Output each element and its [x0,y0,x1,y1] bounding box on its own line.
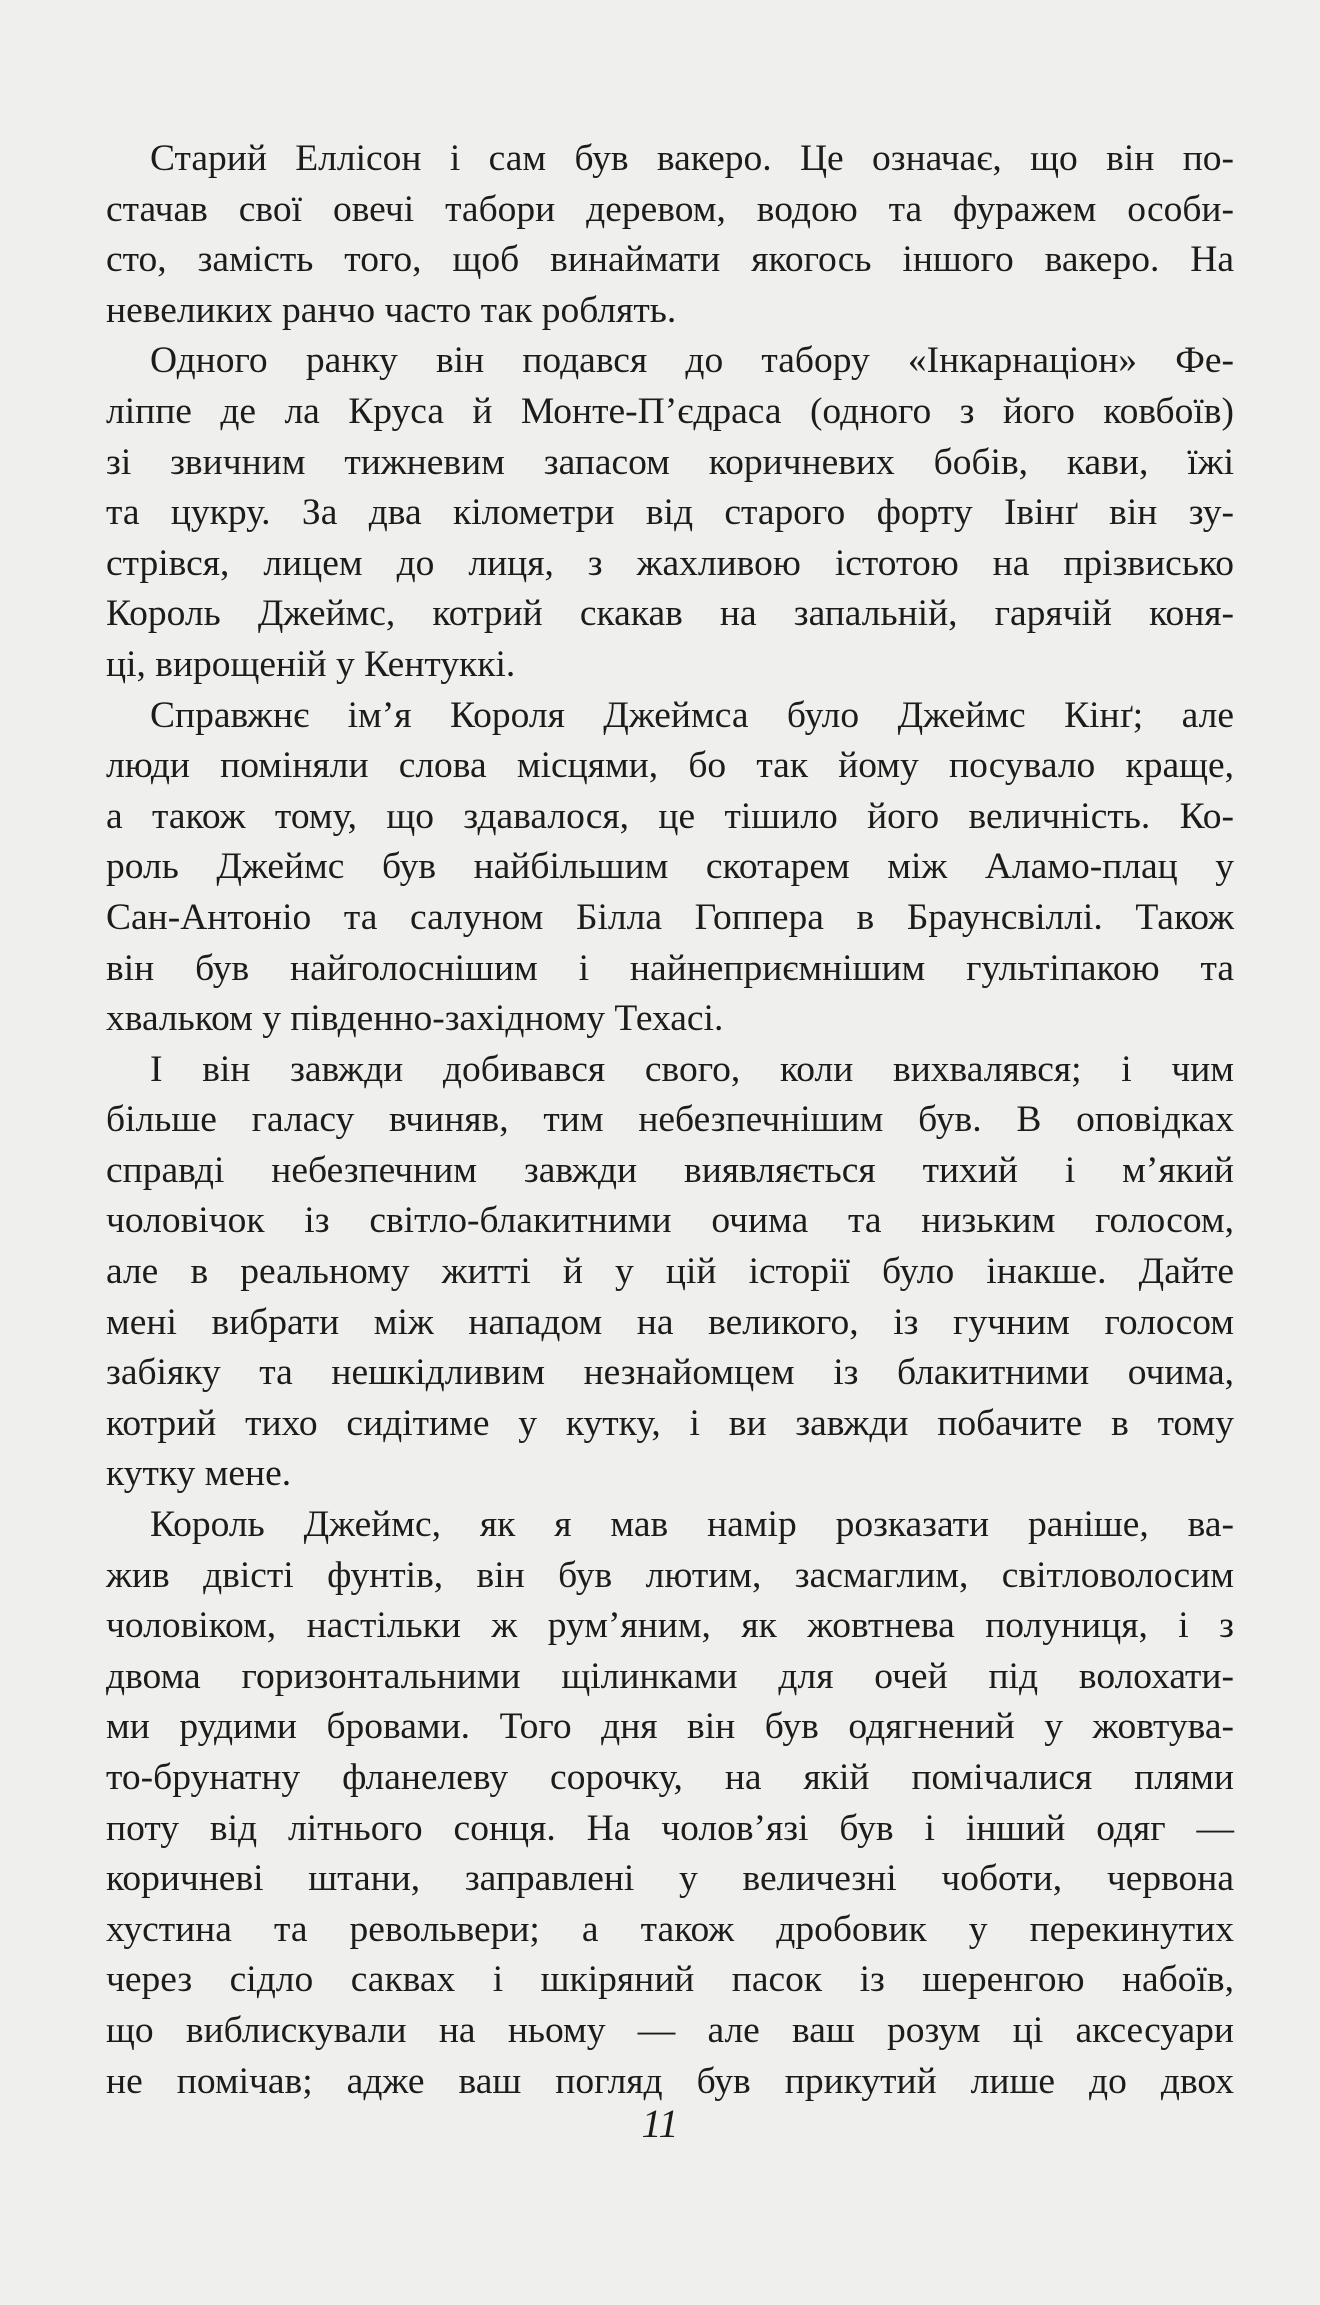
text-line: більше галасу вчиняв, тим небезпечнішим був. В оповідках [106,1099,1234,1141]
text-line: через сідло саквах і шкіряний пасок із шеренгою набоїв, [106,1959,1234,2001]
text-line: Король Джеймс, котрий скакав на запальній, гарячій коня- [106,593,1234,635]
text-line: справді небезпечним завжди виявляється тихий і м’який [106,1149,1234,1191]
text-line: зі звичним тижневим запасом коричневих бобів, кави, їжі [106,441,1234,483]
paragraph-5 [106,1500,1234,2107]
text-line: жив двісті фунтів, він був лютим, засмаглим, світловолосим [106,1554,1234,1596]
text-line: але в реальному житті й у цій історії було інакше. Дайте [106,1251,1234,1293]
paragraph-4 [106,1045,1234,1500]
text-line: коричневі штани, заправлені у величезні чоботи, червона [106,1858,1234,1900]
text-line: роль Джеймс був найбільшим скотарем між Аламо-плац у [106,846,1234,888]
text-line: хустина та револьвери; а також дробовик у перекинутих [106,1908,1234,1950]
text-line: кутку мене. [106,1453,292,1495]
text-line: невеликих ранчо часто так роблять. [106,289,677,331]
text-line: котрий тихо сидітиме у кутку, і ви завжди побачите в тому [106,1402,1234,1444]
page-number: 11 [641,2101,679,2146]
text-line: Справжнє ім’я Короля Джеймса було Джеймс Кінґ; але [150,694,1234,736]
text-line: чоловічок із світло-блакитними очима та низьким голосом, [106,1200,1234,1242]
text-line: поту від літнього сонця. На чолов’язі був і інший одяг — [106,1807,1234,1849]
text-line: І він завжди добивався свого, коли вихвалявся; і чим [150,1048,1234,1090]
paragraph-3 [106,691,1234,1045]
text-line: Одного ранку він подався до табору «Інкарнаціон» Фе- [150,340,1234,382]
body-text [106,134,1234,2107]
paragraph-2 [106,336,1234,690]
text-line: Король Джеймс, як я мав намір розказати раніше, ва- [150,1504,1234,1546]
text-line: то-брунатну фланелеву сорочку, на якій помічалися плями [106,1757,1234,1798]
text-line: сто, замість того, щоб винаймати якогось іншого вакеро. На [106,239,1234,281]
text-line: стрівся, лицем до лиця, з жахливою істотою на прізвисько [106,542,1234,584]
paragraph-1 [106,134,1234,336]
text-line: Сан-Антоніо та салуном Білла Гоппера в Браунсвіллі. Також [106,896,1234,938]
text-line: не помічав; адже ваш погляд був прикутий лише до двох [106,2060,1234,2102]
text-line: двома горизонтальними щілинками для очей під волохати- [106,1655,1234,1697]
text-line: стачав свої овечі табори деревом, водою та фуражем особи- [106,188,1234,230]
text-line: він був найголоснішим і найнеприємнішим гультіпакою та [106,947,1234,989]
text-line: а також тому, що здавалося, це тішило його величність. Ко- [106,795,1234,837]
text-line: Старий Еллісон і сам був вакеро. Це означає, що він по- [150,138,1234,179]
text-line: ліппе де ла Круса й Монте-П’єдраса (одного з його ковбоїв) [106,390,1234,432]
text-line: ми рудими бровами. Того дня він був одягнений у жовтува- [106,1706,1234,1748]
text-line: що виблискували на ньому — але ваш розум ці аксесуари [106,2009,1234,2051]
text-line: ці, вирощеній у Кентуккі. [106,643,516,685]
text-line: мені вибрати між нападом на великого, із гучним голосом [106,1301,1234,1343]
text-line: хвальком у південно-західному Техасі. [106,998,724,1040]
text-line: та цукру. За два кілометри від старого форту Івінґ він зу- [106,492,1234,534]
text-line: чоловіком, настільки ж рум’яним, як жовтнева полуниця, і з [106,1605,1234,1647]
text-line: люди поміняли слова місцями, бо так йому посувало краще, [106,745,1234,787]
text-line: забіяку та нешкідливим незнайомцем із блакитними очима, [106,1352,1234,1394]
